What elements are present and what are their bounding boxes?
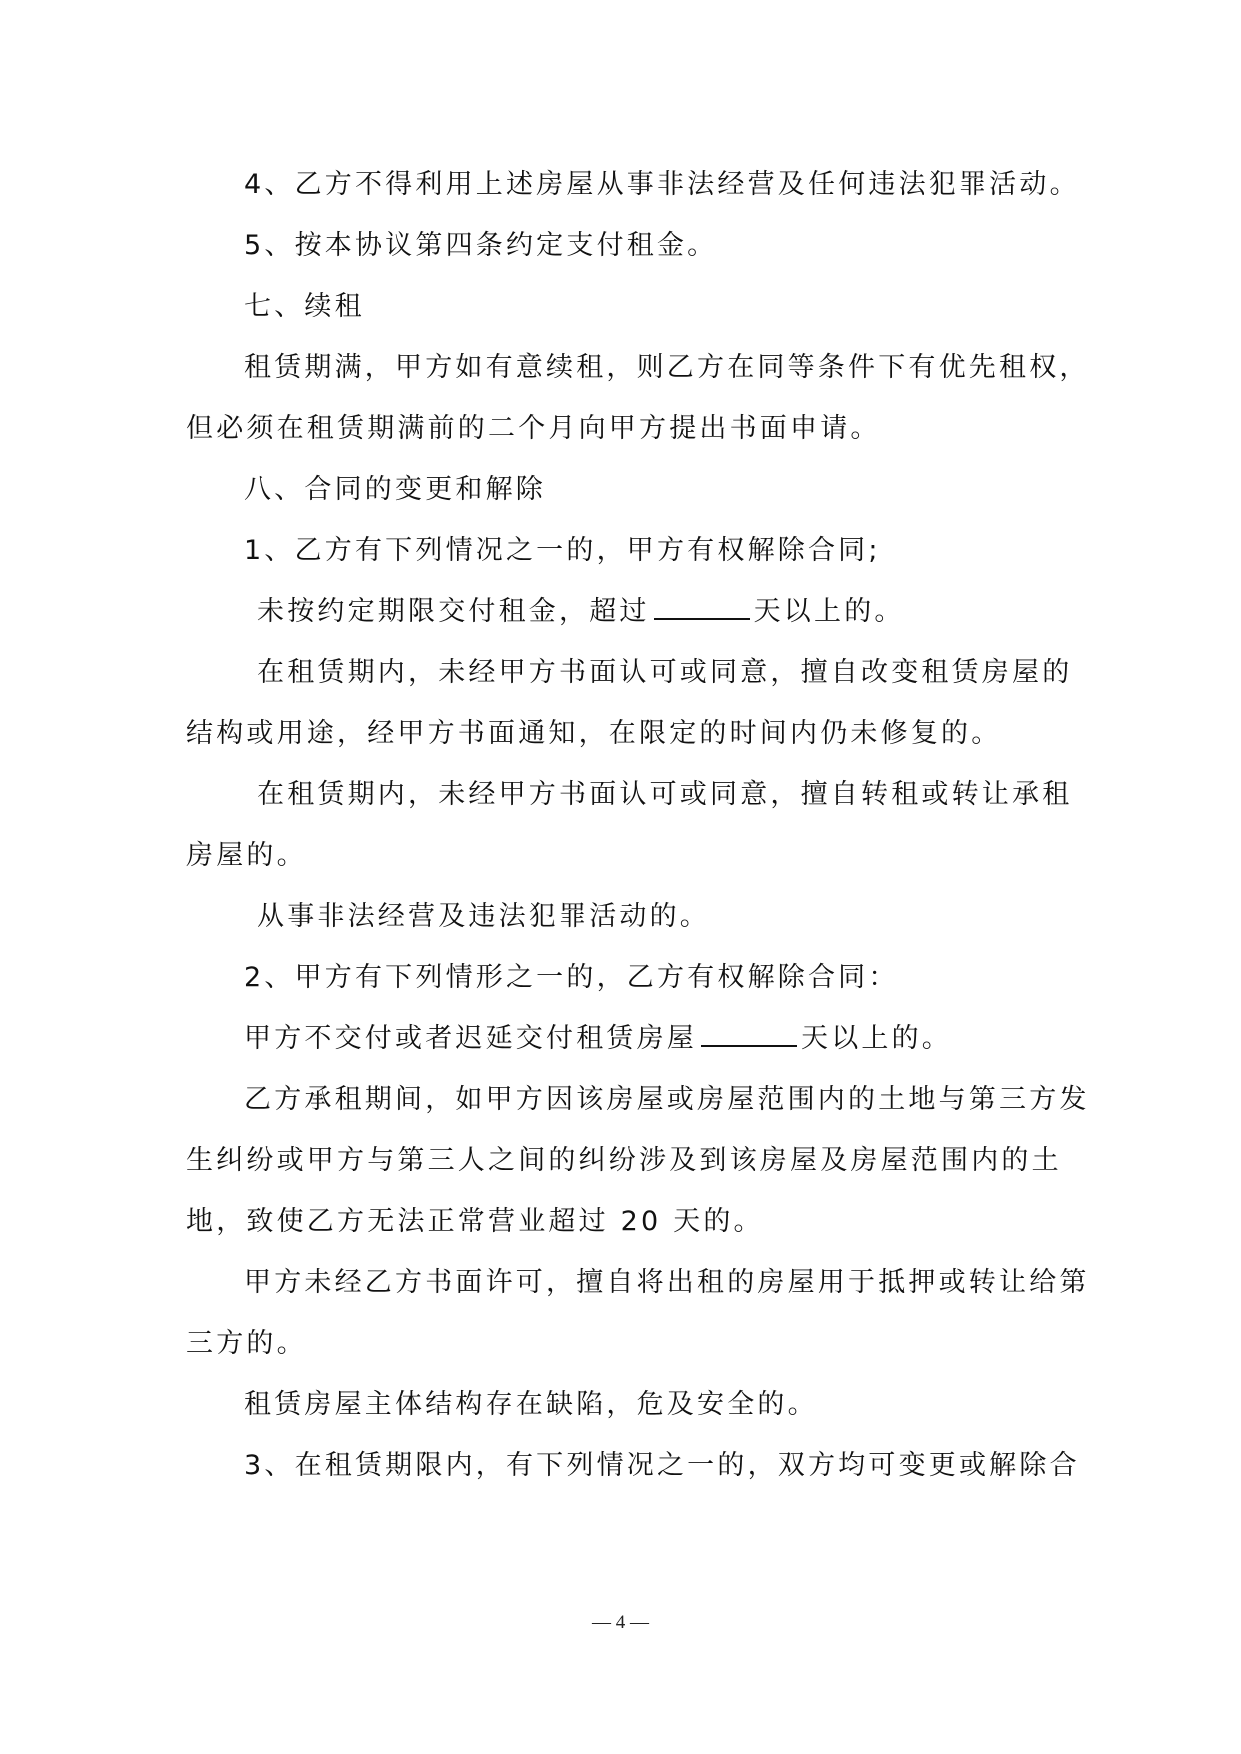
- section-8-heading: 八、合同的变更和解除: [244, 474, 546, 505]
- document-body: [186, 154, 1090, 1496]
- clause-8-2-item-delivery-delay: [186, 1008, 1066, 1069]
- clause-6-4: 4、乙方不得利用上述房屋从事非法经营及任何违法犯罪活动。: [244, 169, 1080, 200]
- fill-in-blank: [701, 1023, 797, 1047]
- clause-8-2-item-dispute-line-1: 乙方承租期间，如甲方因该房屋或房屋范围内的土地与第三方发: [244, 1084, 1090, 1115]
- section-7-text-line-2: 但必须在租赁期满前的二个月向甲方提出书面申请。: [186, 413, 881, 444]
- clause-8-2-item-mortgage-line-1: 甲方未经乙方书面许可，擅自将出租的房屋用于抵押或转让给第: [244, 1267, 1090, 1298]
- page-number: — 4 —: [592, 1612, 649, 1633]
- item-text-before-blank: 未按约定期限交付租金，超过: [257, 596, 650, 627]
- clause-8-3: 3、在租赁期限内，有下列情况之一的，双方均可变更或解除合: [244, 1450, 1080, 1481]
- clause-8-1-item-sublet-line-1: 在租赁期内，未经甲方书面认可或同意，擅自转租或转让承租: [257, 779, 1073, 810]
- clause-8-2-item-dispute-line-3: 地，致使乙方无法正常营业超过 20 天的。: [186, 1206, 764, 1237]
- item-text-before-blank: 甲方不交付或者迟延交付租赁房屋: [244, 1023, 697, 1054]
- section-7-heading: 七、续租: [244, 291, 365, 322]
- clause-6-5: 5、按本协议第四条约定支付租金。: [244, 230, 718, 261]
- clause-8-1: 1、乙方有下列情况之一的，甲方有权解除合同;: [244, 535, 881, 566]
- clause-8-1-item-structure-line-2: 结构或用途，经甲方书面通知，在限定的时间内仍未修复的。: [186, 718, 1002, 749]
- clause-8-2: 2、甲方有下列情形之一的，乙方有权解除合同：: [244, 962, 899, 993]
- clause-8-1-item-illegal: 从事非法经营及违法犯罪活动的。: [257, 901, 710, 932]
- fill-in-blank: [654, 596, 750, 620]
- item-text-after-blank: 天以上的。: [801, 1023, 952, 1054]
- clause-8-1-item-rent-overdue: [186, 581, 1066, 642]
- clause-8-2-item-dispute-line-2: 生纠纷或甲方与第三人之间的纠纷涉及到该房屋及房屋范围内的土: [186, 1145, 1062, 1176]
- clause-8-2-item-defect: 租赁房屋主体结构存在缺陷，危及安全的。: [244, 1389, 818, 1420]
- item-text-after-blank: 天以上的。: [753, 596, 905, 627]
- clause-8-2-item-mortgage-line-2: 三方的。: [186, 1328, 307, 1359]
- clause-8-1-item-sublet-line-2: 房屋的。: [186, 840, 307, 871]
- section-7-text-line-1: 租赁期满，甲方如有意续租，则乙方在同等条件下有优先租权，: [244, 352, 1090, 383]
- clause-8-1-item-structure-line-1: 在租赁期内，未经甲方书面认可或同意，擅自改变租赁房屋的: [257, 657, 1073, 688]
